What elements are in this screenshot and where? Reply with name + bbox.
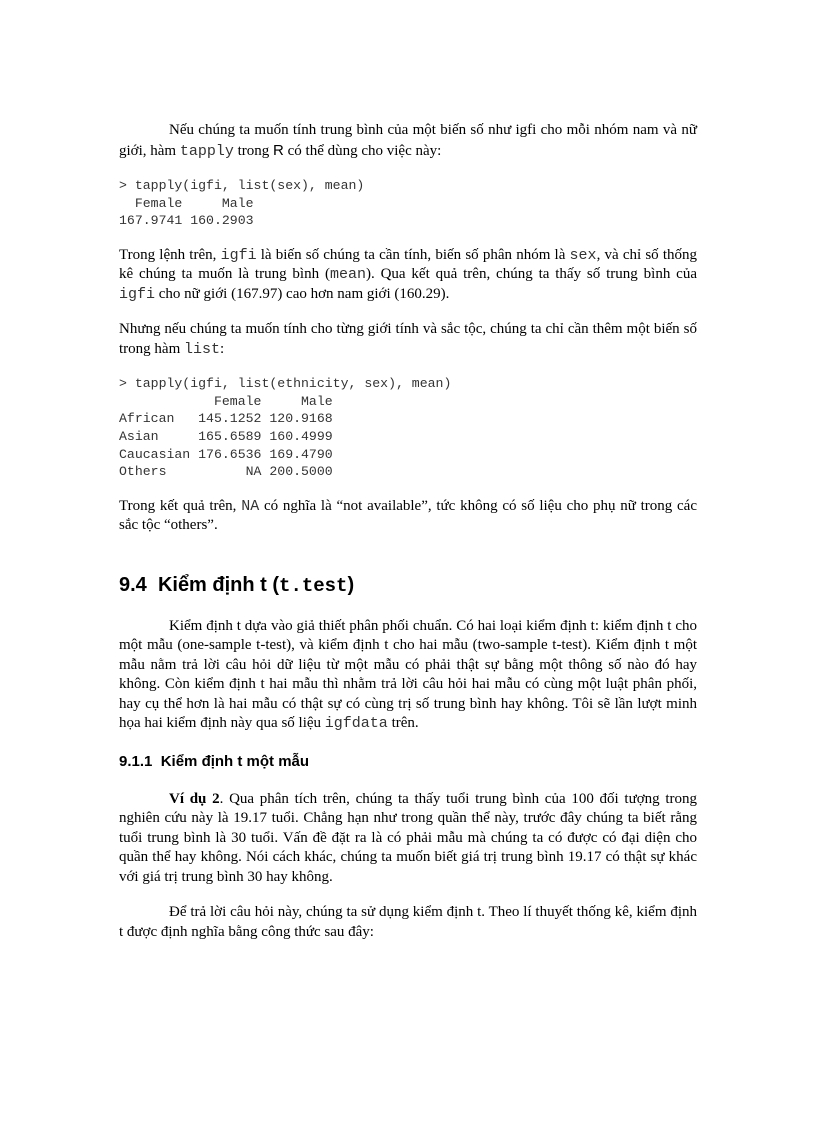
code-output-row: Others NA 200.5000 xyxy=(119,464,333,480)
inline-code: igfi xyxy=(119,285,156,303)
paragraph-ttest-intro xyxy=(119,617,697,734)
text: Để trả lời câu hỏi này, chúng ta sử dụng kiểm định t. Theo lí thuyết thống kê, kiểm định t được định nghĩa bằng công thức sau đây: xyxy=(119,904,697,940)
subsection-heading xyxy=(119,752,697,772)
text: có nghĩa là “not available”, tức không có số liệu cho phụ nữ trong các sắc tộc “others”. xyxy=(119,497,697,534)
code-block-tapply-ethnicity xyxy=(119,375,697,481)
text: Kiểm định t dựa vào giả thiết phân phối chuẩn. Có hai loại kiểm định t: kiểm định t cho một mẫu (one-sample t-test), và kiểm định t cho hai mẫu (two-sample t-test). Kiểm định t một mẫu nằm trả lời câu hỏi dữ liệu từ một mẫu có phải thật sự bằng một thông số nào đó hay không. Còn kiểm định t hai mẫu thì nhằm trả lời câu hỏi hai mẫu có cùng một luật phân phối, hay cụ thể hơn là hai mẫu có thật sự có cùng trị số trung bình hay không. Tôi sẽ lần lượt minh họa hai kiểm định này qua số liệu xyxy=(119,617,697,732)
text: trên. xyxy=(387,715,419,732)
paragraph-explanation xyxy=(119,246,697,305)
text: : xyxy=(220,340,225,357)
section-title-close: ) xyxy=(347,573,355,596)
inline-code: NA xyxy=(241,497,260,515)
paragraph-example-2 xyxy=(119,790,697,888)
section-title-code: t.test xyxy=(279,574,348,597)
text: Nếu chúng ta muốn tính trung bình của một biến số như igfi cho mỗi nhóm nam và nữ giới, hàm xyxy=(119,122,697,159)
inline-code: igfdata xyxy=(324,715,388,733)
inline-code: sex xyxy=(569,246,597,264)
inline-code: mean xyxy=(329,266,366,284)
paragraph-tapply-intro xyxy=(119,121,697,161)
r-name: R xyxy=(273,141,284,159)
code-block-tapply-sex xyxy=(119,177,697,230)
code-output-header: Female Male xyxy=(119,195,254,211)
text: , và chỉ số thống kê chúng ta muốn là trung bình ( xyxy=(119,246,698,283)
text: là biến số chúng ta cần tính, biến số phân nhóm là xyxy=(256,246,570,263)
code-output-header: Female Male xyxy=(119,393,333,409)
code-command: > tapply(igfi, list(sex), mean) xyxy=(119,178,365,193)
subsection-number: 9.1.1 xyxy=(119,752,153,770)
text: . Qua phân tích trên, chúng ta thấy tuổi trung bình của 100 đối tượng trong nghiên cứu này là 19.17 tuổi. Chẳng hạn như trong quần thể này, trước đây chúng ta biết rằng tuổi trung bình là 30 tuổi. Vấn đề đặt ra là có phải mẫu mà chúng ta có được có đại diện cho quần thể hay không. Nói cách khác, chúng ta muốn biết giá trị trung bình 19.17 có thật sự khác với giá trị trung bình 30 hay không. xyxy=(119,790,698,885)
inline-code: tapply xyxy=(179,142,234,160)
section-heading xyxy=(119,572,697,599)
inline-code: igfi xyxy=(220,246,257,264)
text: Trong lệnh trên, xyxy=(119,246,221,263)
text: trong xyxy=(233,142,274,159)
inline-code: list xyxy=(184,340,221,358)
paragraph-ethnicity-intro xyxy=(119,320,697,359)
text: Trong kết quả trên, xyxy=(119,497,242,514)
document-page xyxy=(119,121,697,942)
code-output-values: 167.9741 160.2903 xyxy=(119,213,254,229)
subsection-title: Kiểm định t một mẫu xyxy=(160,752,310,770)
section-number: 9.4 xyxy=(119,573,147,596)
example-label: Ví dụ 2 xyxy=(169,790,220,807)
code-command: > tapply(igfi, list(ethnicity, sex), mean) xyxy=(119,376,452,392)
text: có thể dùng cho việc này: xyxy=(283,142,442,159)
code-output-row: Caucasian 176.6536 169.4790 xyxy=(119,446,333,462)
section-title: Kiểm định t ( xyxy=(157,573,280,596)
code-output-row: African 145.1252 120.9168 xyxy=(119,411,333,427)
text: Nhưng nếu chúng ta muốn tính cho từng giới tính và sắc tộc, chúng ta chỉ cần thêm một biến số trong hàm xyxy=(119,321,697,357)
text: ). Qua kết quả trên, chúng ta thấy số trung bình của xyxy=(365,266,697,283)
text: cho nữ giới (167.97) cao hơn nam giới (160.29). xyxy=(155,285,450,302)
paragraph-na-note xyxy=(119,497,697,536)
paragraph-ttest-definition xyxy=(119,903,697,942)
code-output-row: Asian 165.6589 160.4999 xyxy=(119,429,333,445)
